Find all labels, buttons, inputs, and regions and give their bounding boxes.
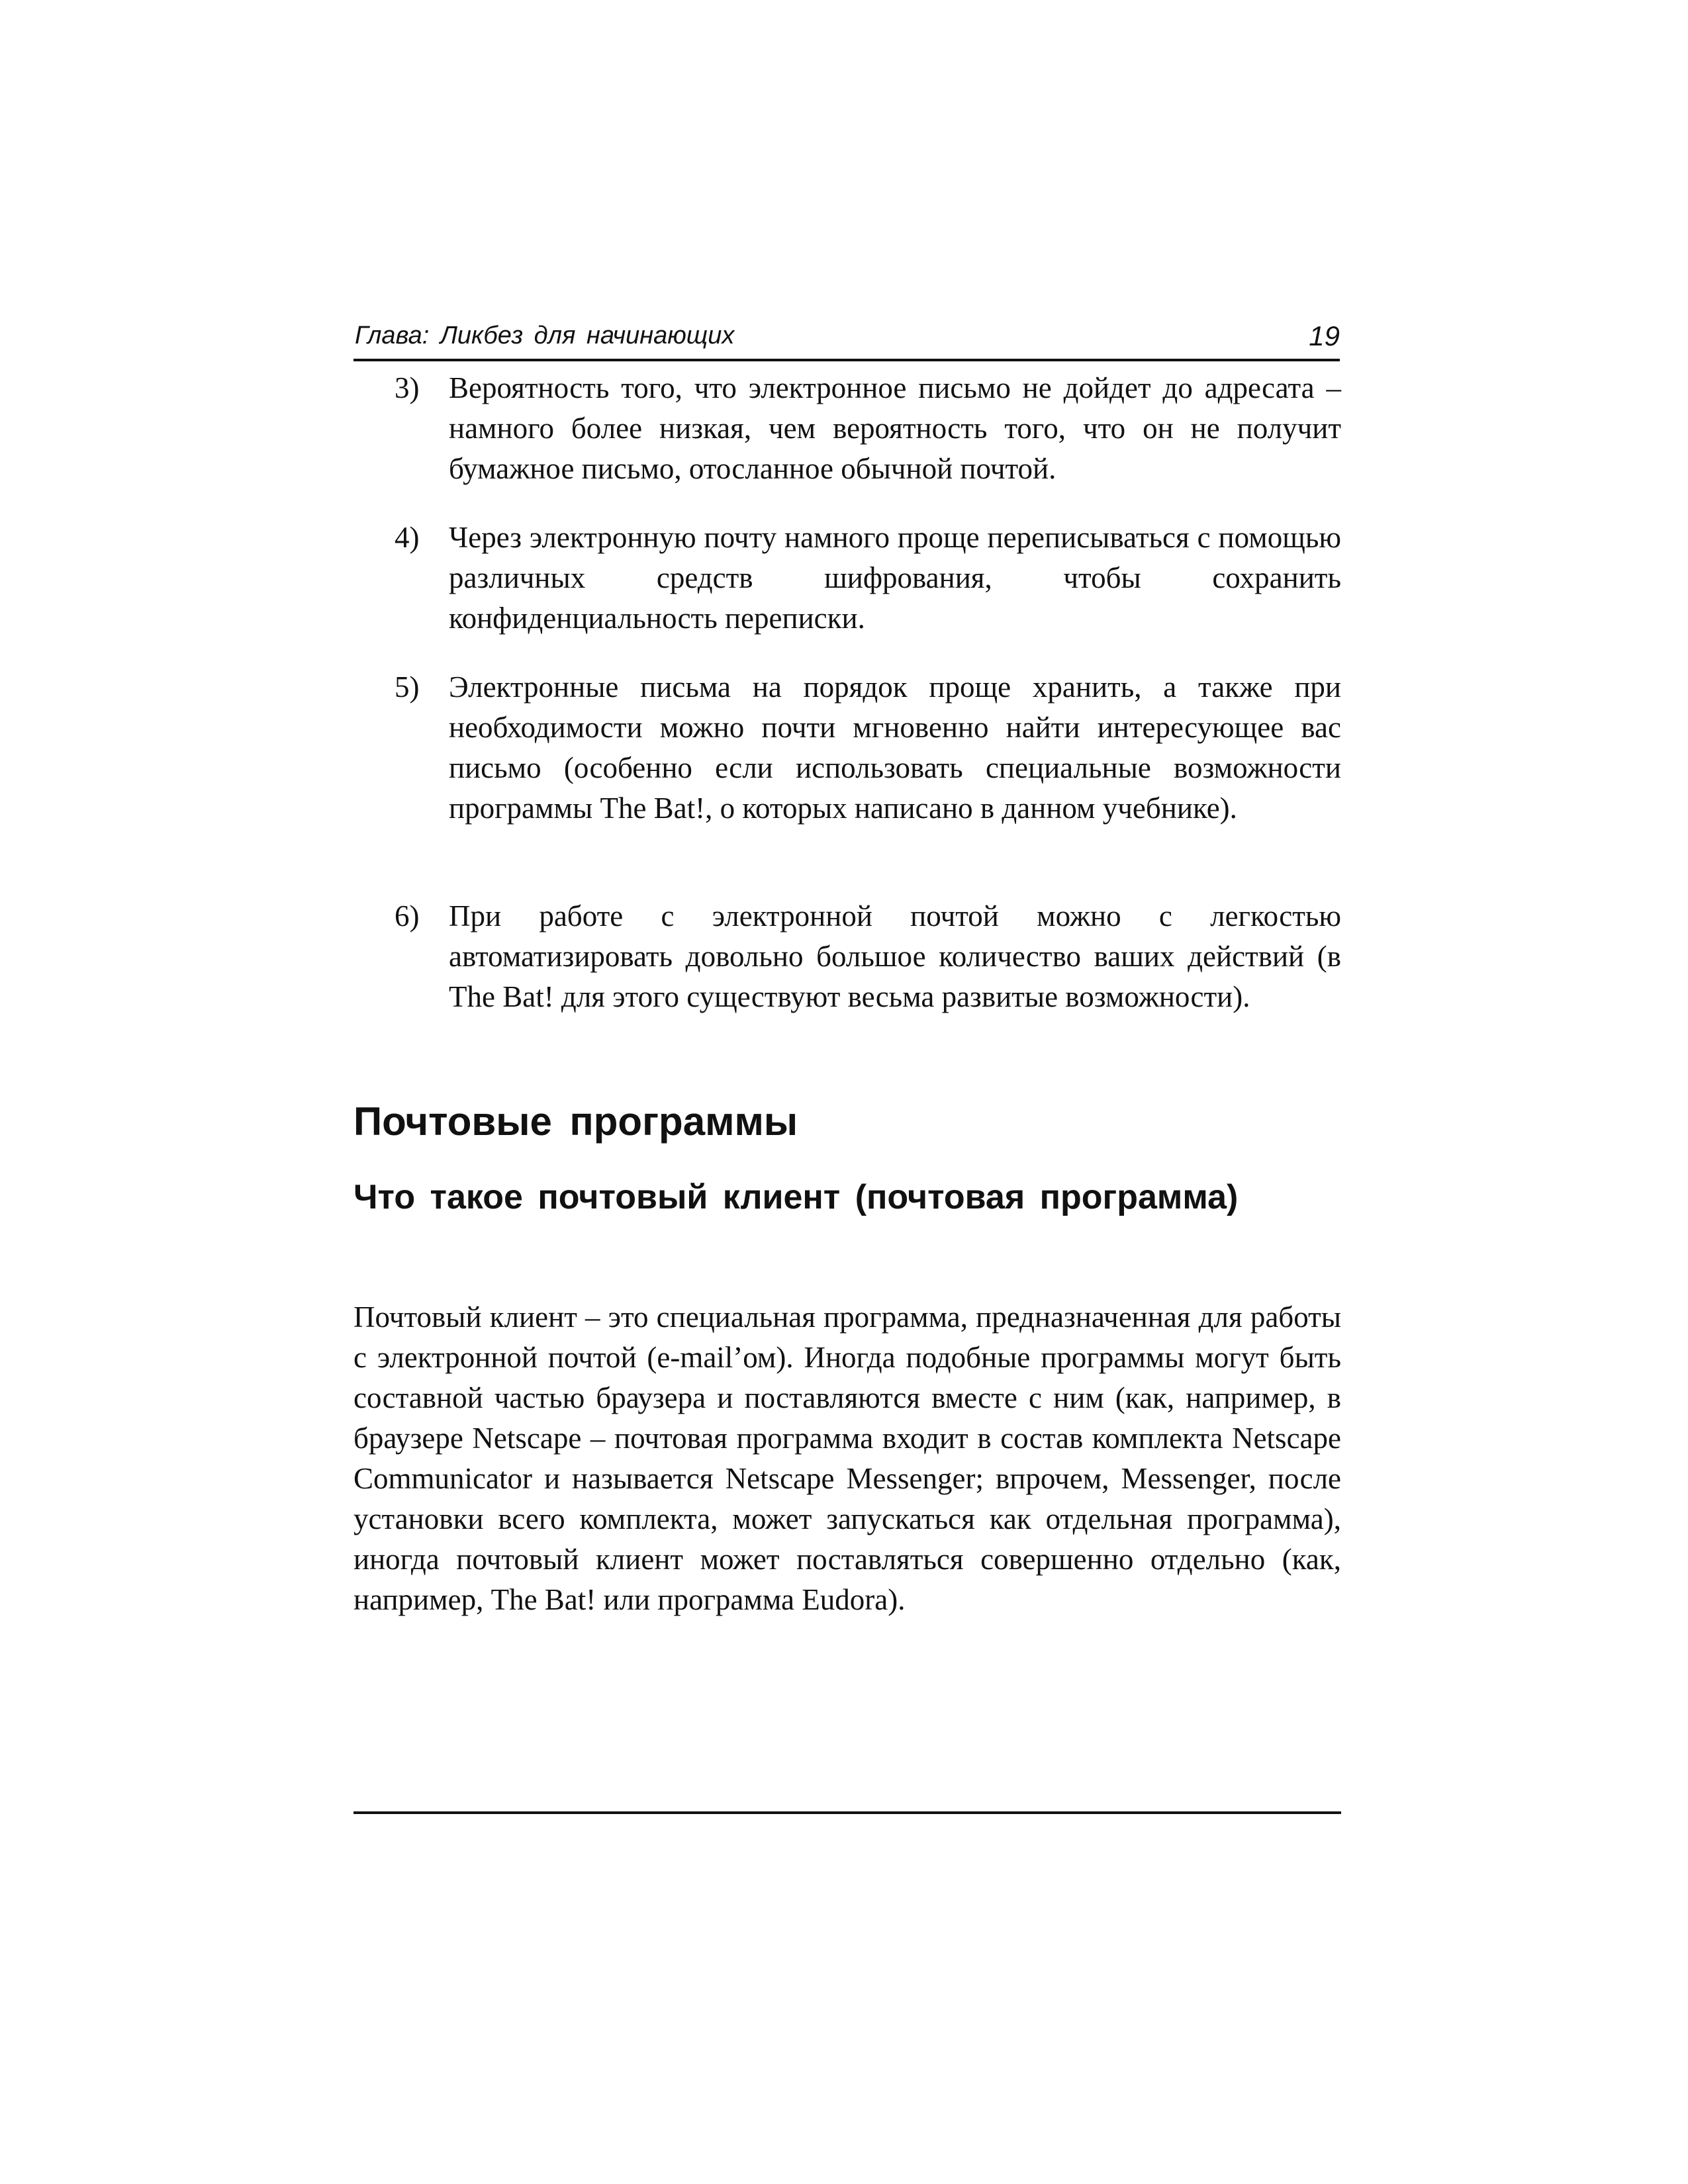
list-item-text: Электронные письма на порядок проще хранить, а также при необходимости можно почти мгновенно найти интересующее вас письмо (особенно если использовать специальные возможности программы The Bat!, о которых написано в данном учебнике). bbox=[449, 670, 1341, 825]
subsection-heading: Что такое почтовый клиент (почтовая программа) bbox=[353, 1178, 1239, 1216]
list-item bbox=[395, 518, 1341, 639]
list-item-text: При работе с электронной почтой можно с легкостью автоматизировать довольно большое количество ваших действий (в The Bat! для этого существуют весьма развитые возможности). bbox=[449, 899, 1341, 1013]
section-heading: Почтовые программы bbox=[353, 1099, 798, 1144]
page-number: 19 bbox=[1309, 320, 1340, 351]
list-item-number: 6) bbox=[395, 899, 420, 933]
list-item-text: Через электронную почту намного проще переписываться с помощью различных средств шифрования, чтобы сохранить конфиденциальность переписки. bbox=[449, 521, 1341, 635]
list-item-text: Вероятность того, что электронное письмо не дойдет до адресата – намного более низкая, чем вероятность того, что он не получит бумажное письмо, отосланное обычной почтой. bbox=[449, 371, 1341, 485]
list-item-number: 5) bbox=[395, 670, 420, 704]
list-item-number: 4) bbox=[395, 521, 420, 554]
body-paragraph: Почтовый клиент – это специальная программа, предназначенная для работы с электронной почтой (e-mail’ом). Иногда подобные программы могут быть составной частью браузера и поставляются вместе с ним (как, например, в браузере Netscape – почтовая программа входит в состав комплекта Netscape Communicator и называется Netscape Messenger; впрочем, Messenger, после установки всего комплекта, может запускаться как отдельная программа), иногда почтовый клиент может поставляться совершенно отдельно (как, например, The Bat! или программа Eudora). bbox=[353, 1300, 1341, 1616]
running-header bbox=[353, 318, 1340, 361]
list-item bbox=[395, 896, 1341, 1017]
chapter-title: Глава: Ликбез для начинающих bbox=[355, 322, 735, 349]
list-item-number: 3) bbox=[395, 371, 420, 404]
list-item bbox=[395, 368, 1341, 489]
list-item bbox=[395, 667, 1341, 829]
footer-rule bbox=[353, 1811, 1341, 1814]
